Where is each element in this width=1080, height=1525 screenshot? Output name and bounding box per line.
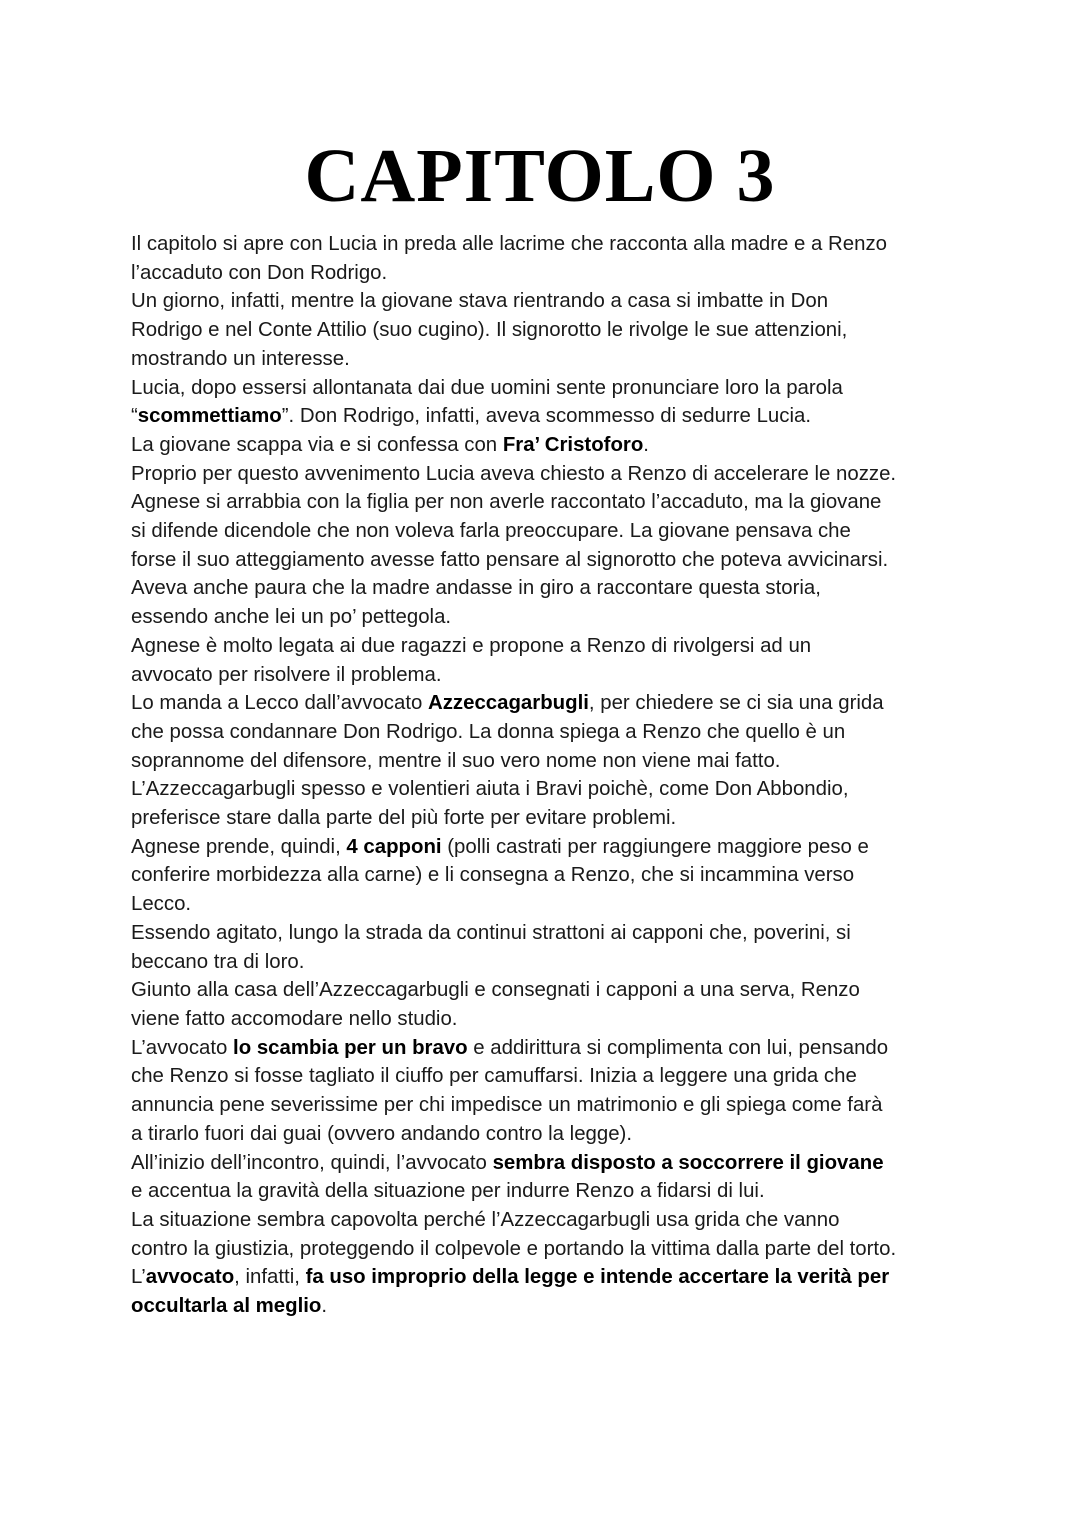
text-line (131, 833, 961, 862)
text-segment: Agnese è molto legata ai due ragazzi e propone a Renzo di rivolgersi ad un (131, 634, 812, 657)
text-segment: (polli castrati per raggiungere maggiore peso e (441, 835, 869, 858)
text-segment: Essendo agitato, lungo la strada da continui strattoni ai capponi che, poverini, si (131, 921, 851, 944)
text-line (131, 1149, 961, 1178)
paragraph (131, 287, 961, 373)
text-segment: La giovane scappa via e si confessa con (131, 433, 503, 456)
text-segment: , per chiedere se ci sia una grida (588, 692, 884, 715)
text-segment: e addirittura si complimenta con lui, pensando (467, 1036, 889, 1059)
text-line (131, 345, 961, 374)
text-segment: Giunto alla casa dell’Azzeccagarbugli e consegnati i capponi a una serva, Renzo (131, 979, 860, 1002)
text-segment: L’ (131, 1266, 146, 1289)
paragraph (131, 1034, 961, 1149)
text-segment: che possa condannare Don Rodrigo. La donna spiega a Renzo che quello è un (131, 720, 846, 743)
paragraph (131, 689, 961, 775)
text-segment: Agnese prende, quindi, (131, 835, 347, 858)
text-segment: Rodrigo e nel Conte Attilio (suo cugino). Il signorotto le rivolge le sue attenzioni, (131, 319, 848, 342)
text-segment: Agnese si arrabbia con la figlia per non averle raccontato l’accaduto, ma la giovane (131, 491, 882, 514)
text-line (131, 948, 961, 977)
text-line (131, 775, 961, 804)
text-line (131, 861, 961, 890)
paragraph (131, 460, 961, 489)
text-segment: a tirarlo fuori dai guai (ovvero andando contro la legge). (131, 1122, 633, 1145)
text-line (131, 1034, 961, 1063)
text-line (131, 1005, 961, 1034)
text-line (131, 718, 961, 747)
paragraph (131, 833, 961, 919)
text-line (131, 1263, 961, 1292)
text-segment: soprannome del difensore, mentre il suo vero nome non viene mai fatto. (131, 749, 781, 772)
bold-text: scommettiamo (137, 405, 282, 428)
text-segment: forse il suo atteggiamento avesse fatto pensare al signorotto che poteva avvicinarsi. (131, 548, 889, 571)
paragraph (131, 1263, 961, 1320)
bold-text: Azzeccagarbugli (428, 692, 589, 715)
text-line (131, 890, 961, 919)
text-line (131, 431, 961, 460)
text-segment: conferire morbidezza alla carne) e li consegna a Renzo, che si incammina verso (131, 864, 855, 887)
paragraph (131, 1149, 961, 1206)
text-segment: Un giorno, infatti, mentre la giovane stava rientrando a casa si imbatte in Don (131, 290, 829, 313)
bold-text: avvocato (145, 1266, 235, 1289)
text-segment: Aveva anche paura che la madre andasse in giro a raccontare questa storia, (131, 577, 821, 600)
text-segment: “ (131, 405, 138, 428)
text-segment: l’accaduto con Don Rodrigo. (131, 261, 388, 284)
paragraph (131, 632, 961, 689)
text-line (131, 1177, 961, 1206)
text-line (131, 402, 961, 431)
text-line (131, 517, 961, 546)
text-line (131, 804, 961, 833)
text-segment: , infatti, (234, 1266, 306, 1289)
text-line (131, 546, 961, 575)
text-line (131, 374, 961, 403)
text-line (131, 1062, 961, 1091)
text-line (131, 1120, 961, 1149)
paragraph (131, 431, 961, 460)
paragraph (131, 230, 961, 287)
text-segment: L’Azzeccagarbugli spesso e volentieri aiuta i Bravi poichè, come Don Abbondio, (131, 778, 849, 801)
text-segment: Lucia, dopo essersi allontanata dai due uomini sente pronunciare loro la parola (131, 376, 843, 399)
text-line (131, 689, 961, 718)
paragraph (131, 775, 961, 832)
text-line (131, 1091, 961, 1120)
text-line (131, 1235, 961, 1264)
paragraph (131, 1206, 961, 1263)
text-segment: contro la giustizia, proteggendo il colpevole e portando la vittima dalla parte del torto. (131, 1237, 897, 1260)
text-segment: si difende dicendole che non voleva farla preoccupare. La giovane pensava che (131, 520, 851, 543)
text-line (131, 230, 961, 259)
text-segment: viene fatto accomodare nello studio. (131, 1007, 458, 1030)
text-line (131, 287, 961, 316)
text-segment: avvocato per risolvere il problema. (131, 663, 442, 686)
text-line (131, 661, 961, 690)
paragraph (131, 919, 961, 976)
text-segment: L’avvocato (131, 1036, 234, 1059)
text-line (131, 316, 961, 345)
bold-text: occultarla al meglio (131, 1295, 322, 1318)
text-line (131, 632, 961, 661)
text-segment: Proprio per questo avvenimento Lucia aveva chiesto a Renzo di accelerare le nozze. (131, 462, 897, 485)
text-line (131, 488, 961, 517)
text-line (131, 460, 961, 489)
text-line (131, 919, 961, 948)
text-line (131, 1206, 961, 1235)
text-segment: beccano tra di loro. (131, 950, 305, 973)
text-segment: All’inizio dell’incontro, quindi, l’avvocato (131, 1151, 493, 1174)
page-title: CAPITOLO 3 (304, 134, 776, 218)
bold-text: sembra disposto a soccorrere il giovane (492, 1151, 884, 1174)
bold-text: lo scambia per un bravo (233, 1036, 468, 1059)
paragraph (131, 488, 961, 632)
text-segment: Lo manda a Lecco dall’avvocato (131, 692, 428, 715)
text-segment: ”. Don Rodrigo, infatti, aveva scommesso di sedurre Lucia. (281, 405, 811, 428)
paragraph (131, 374, 961, 431)
text-segment: Il capitolo si apre con Lucia in preda alle lacrime che racconta alla madre e a Renzo (131, 233, 887, 255)
text-line (131, 574, 961, 603)
text-line (131, 259, 961, 288)
text-line (131, 603, 961, 632)
text-line (131, 747, 961, 776)
text-segment: La situazione sembra capovolta perché l’Azzeccagarbugli usa grida che vanno (131, 1208, 840, 1231)
text-segment: mostrando un interesse. (131, 347, 350, 370)
text-segment: preferisce stare dalla parte del più forte per evitare problemi. (131, 807, 677, 830)
text-line (131, 976, 961, 1005)
paragraph (131, 976, 961, 1033)
bold-text: Fra’ Cristoforo (502, 433, 644, 456)
text-segment: e accentua la gravità della situazione per indurre Renzo a fidarsi di lui. (131, 1180, 765, 1203)
text-segment: . (321, 1295, 328, 1318)
bold-text: fa uso improprio della legge e intende accertare la verità per (305, 1266, 890, 1289)
text-segment: . (643, 433, 649, 456)
text-line (131, 1292, 961, 1321)
bold-text: 4 capponi (346, 835, 442, 858)
text-segment: Lecco. (131, 893, 192, 916)
text-segment: annuncia pene severissime per chi impedisce un matrimonio e gli spiega come farà (131, 1094, 883, 1117)
body-text (131, 230, 961, 1321)
text-segment: essendo anche lei un po’ pettegola. (131, 606, 452, 629)
text-segment: che Renzo si fosse tagliato il ciuffo per camuffarsi. Inizia a leggere una grida che (131, 1065, 857, 1088)
